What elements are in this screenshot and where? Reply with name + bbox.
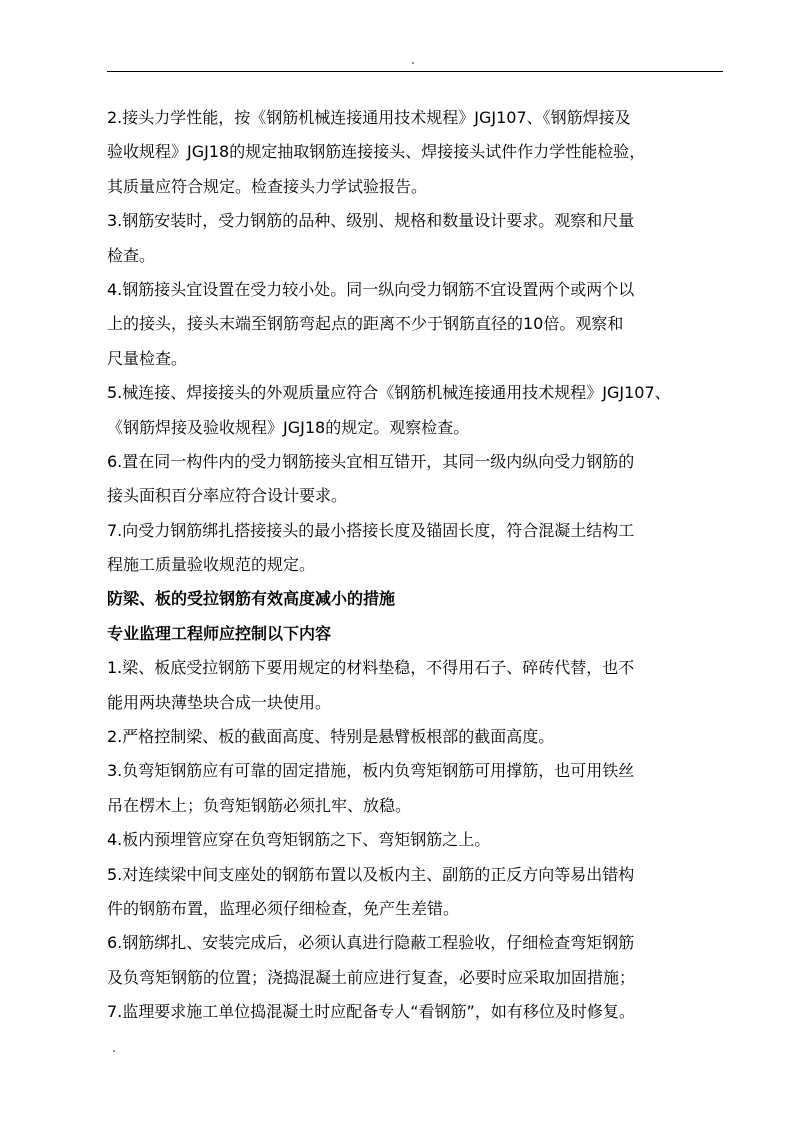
- paragraph-line: 6.置在同一构件内的受力钢筋接头宜相互错开，其同一级内纵向受力钢筋的: [107, 451, 635, 471]
- header-rule: [107, 71, 723, 72]
- paragraph-line: 6.钢筋绑扎、安装完成后，必须认真进行隐蔽工程验收，仔细检查弯矩钢筋: [107, 933, 635, 953]
- paragraph-line: 3.钢筋安装时，受力钢筋的品种、级别、规格和数量设计要求。观察和尺量: [107, 211, 635, 231]
- paragraph-line: 件的钢筋布置，监理必须仔细检查，免产生差错。: [107, 898, 460, 918]
- paragraph-line: 3.负弯矩钢筋应有可靠的固定措施，板内负弯矩钢筋可用撑筋，也可用铁丝: [107, 761, 635, 781]
- section-heading: 防梁、板的受拉钢筋有效高度减小的措施: [107, 589, 396, 609]
- paragraph-line: 及负弯矩钢筋的位置；浇捣混凝土前应进行复查，必要时应采取加固措施；: [107, 967, 636, 987]
- header-mark: [412, 62, 414, 64]
- paragraph-line: 其质量应符合规定。检查接头力学试验报告。: [107, 176, 428, 196]
- paragraph-line: 检查。: [107, 245, 156, 265]
- paragraph-line: 2.接头力学性能，按《钢筋机械连接通用技术规程》JGJ107、《钢筋焊接及: [107, 108, 631, 127]
- paragraph-line: 1.梁、板底受拉钢筋下要用规定的材料垫稳，不得用石子、碎砖代替，也不: [107, 658, 635, 678]
- paragraph-line: 验收规程》JGJ18的规定抽取钢筋连接接头、焊接接头试件作力学性能检验，: [107, 142, 646, 162]
- paragraph-line: 2.严格控制梁、板的截面高度、特别是悬臂板根部的截面高度。: [107, 727, 555, 747]
- paragraph-line: 4.板内预埋管应穿在负弯矩钢筋之下、弯矩钢筋之上。: [107, 830, 491, 850]
- paragraph-line: 5.械连接、焊接接头的外观质量应符合《钢筋机械连接通用技术规程》JGJ107、: [107, 383, 671, 403]
- paragraph-line: 尺量检查。: [107, 348, 188, 368]
- paragraph-line: 7.向受力钢筋绑扎搭接接头的最小搭接长度及锚固长度，符合混凝土结构工: [107, 520, 635, 540]
- paragraph-line: 上的接头，接头末端至钢筋弯起点的距离不少于钢筋直径的10倍。观察和: [107, 314, 624, 334]
- paragraph-line: 能用两块薄垫块合成一块使用。: [107, 692, 332, 712]
- paragraph-line: 7.监理要求施工单位捣混凝土时应配备专人“看钢筋”，如有移位及时修复。: [107, 1002, 635, 1022]
- paragraph-line: 《钢筋焊接及验收规程》JGJ18的规定。观察检查。: [107, 417, 470, 437]
- paragraph-line: 5.对连续梁中间支座处的钢筋布置以及板内主、副筋的正反方向等易出错构: [107, 864, 635, 884]
- paragraph-line: 接头面积百分率应符合设计要求。: [107, 486, 348, 506]
- paragraph-line: 程施工质量验收规范的规定。: [107, 555, 316, 575]
- document-body: [107, 101, 727, 1030]
- paragraph-line: 4.钢筋接头宜设置在受力较小处。同一纵向受力钢筋不宜设置两个或两个以: [107, 279, 635, 299]
- paragraph-line: 吊在楞木上；负弯矩钢筋必须扎牢、放稳。: [107, 795, 412, 815]
- section-heading: 专业监理工程师应控制以下内容: [107, 623, 332, 643]
- footer-mark: [113, 1050, 115, 1052]
